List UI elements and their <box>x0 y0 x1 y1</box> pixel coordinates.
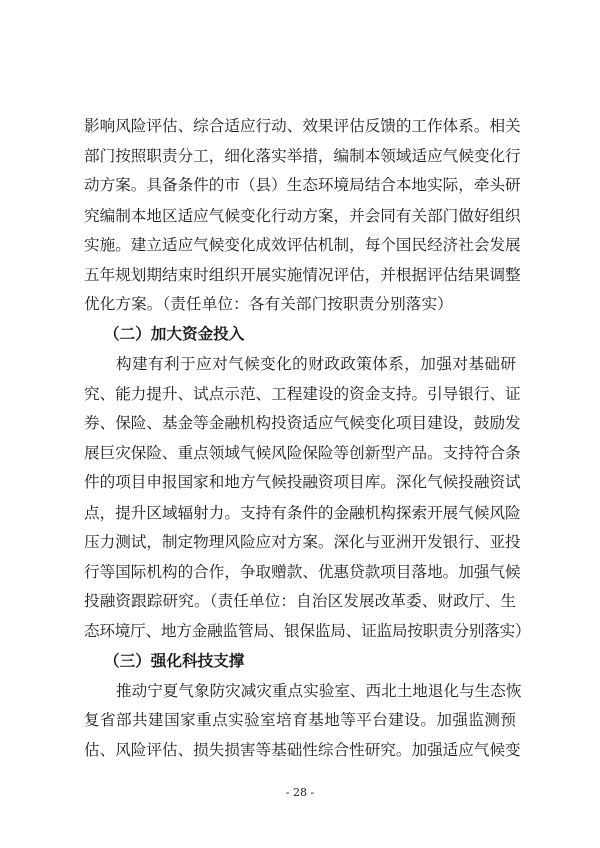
body-text-line: 估、风险评估、损失损害等基础性综合性研究。加强适应气候变 <box>84 741 521 759</box>
body-text-line: 件的项目申报国家和地方气候投融资项目库。深化气候投融资试 <box>84 473 521 491</box>
body-text-line: 复省部共建国家重点实验室培育基地等平台建设。加强监测预 <box>84 711 516 729</box>
section-heading-3: （三）强化科技支撑 <box>104 652 245 670</box>
body-text-line: 五年规划期结束时组织开展实施情况评估，并根据评估结果调整 <box>84 266 521 284</box>
body-text-line: 部门按照职责分工，细化落实举措，编制本领域适应气候变化行 <box>84 147 521 165</box>
body-text-line-responsibility: 优化方案。（责任单位：各有关部门按职责分别落实） <box>84 295 453 313</box>
body-text-line: 实施。建立适应气候变化成效评估机制，每个国民经济社会发展 <box>84 236 521 254</box>
body-text-line: 点，提升区域辐射力。支持有条件的金融机构探索开展气候风险 <box>84 504 521 522</box>
body-text-line-indented: 构建有利于应对气候变化的财政政策体系，加强对基础研 <box>116 355 516 373</box>
body-text-line: 压力测试，制定物理风险应对方案。深化与亚洲开发银行、亚投 <box>84 533 521 551</box>
body-text-line-indented: 推动宁夏气象防灾减灾重点实验室、西北土地退化与生态恢 <box>116 682 522 700</box>
body-text-line: 券、保险、基金等金融机构投资适应气候变化项目建设，鼓励发 <box>84 414 521 432</box>
body-text-line: 究、能力提升、试点示范、工程建设的资金支持。引导银行、证 <box>84 385 521 403</box>
body-text-line: 行等国际机构的合作，争取赠款、优惠贷款项目落地。加强气候 <box>84 563 521 581</box>
body-text-line: 究编制本地区适应气候变化行动方案，并会同有关部门做好组织 <box>84 207 521 225</box>
body-text-line: 影响风险评估、综合适应行动、效果评估反馈的工作体系。相关 <box>84 117 521 135</box>
body-text-line: 动方案。具备条件的市（县）生态环境局结合本地实际，牵头研 <box>84 176 521 194</box>
page-number: - 28 - <box>285 786 315 799</box>
body-text-line: 展巨灾保险、重点领域气候风险保险等创新型产品。支持符合条 <box>84 444 521 462</box>
body-text-line: 投融资跟踪研究。（责任单位：自治区发展改革委、财政厅、生 <box>84 592 516 610</box>
body-text-line: 态环境厅、地方金融监管局、银保监局、证监局按职责分别落实） <box>84 622 531 640</box>
section-heading-2: （二）加大资金投入 <box>104 325 245 343</box>
